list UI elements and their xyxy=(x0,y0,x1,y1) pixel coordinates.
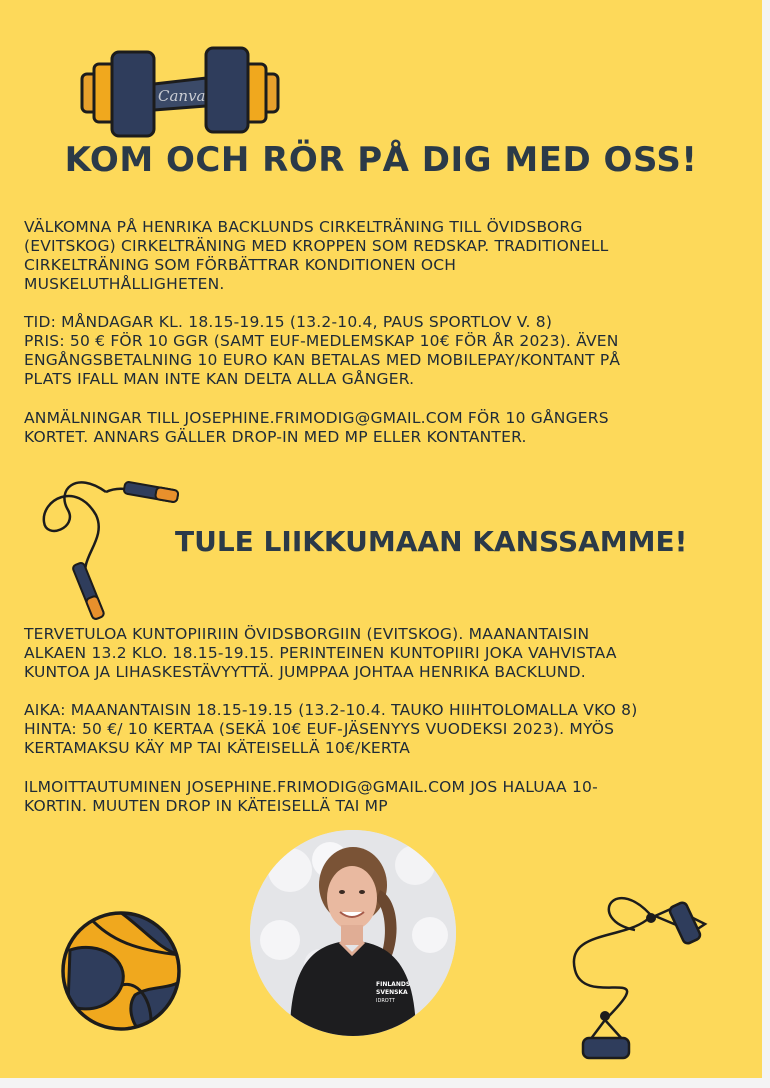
swedish-details xyxy=(24,313,764,389)
text-line: ILMOITTAUTUMINEN JOSEPHINE.FRIMODIG@GMAIL.COM JOS HALUAA 10- xyxy=(24,778,598,796)
resistance-band-icon xyxy=(545,880,720,1070)
finnish-signup xyxy=(24,778,764,816)
text-line: TERVETULOA KUNTOPIIRIIN ÖVIDSBORGIIN (EVITSKOG). MAANANTAISIN xyxy=(24,625,590,643)
instructor-photo xyxy=(250,830,456,1036)
logo-watermark: Canva xyxy=(158,87,206,105)
text-line: TID: MÅNDAGAR KL. 18.15-19.15 (13.2-10.4, PAUS SPORTLOV V. 8) xyxy=(24,313,553,331)
text-line: KORTET. ANNARS GÄLLER DROP-IN MED MP ELLER KONTANTER. xyxy=(24,428,527,446)
text-line: AIKA: MAANANTAISIN 18.15-19.15 (13.2-10.4. TAUKO HIIHTOLOMALLA VKO 8) xyxy=(24,701,638,719)
text-line: KORTIN. MUUTEN DROP IN KÄTEISELLÄ TAI MP xyxy=(24,797,388,815)
finnish-intro xyxy=(24,625,764,682)
jump-rope-icon xyxy=(36,470,181,620)
instructor-portrait xyxy=(250,830,456,1036)
text-line: MUSKELUTHÅLLIGHETEN. xyxy=(24,275,225,293)
text-line: KERTAMAKSU KÄY MP TAI KÄTEISELLÄ 10€/KERTA xyxy=(24,739,411,757)
text-line: ENGÅNGSBETALNING 10 EURO KAN BETALAS MED MOBILEPAY/KONTANT PÅ xyxy=(24,351,621,369)
text-line: HINTA: 50 €/ 10 KERTAA (SEKÄ 10€ EUF-JÄSENYYS VUODEKSI 2023). MYÖS xyxy=(24,720,615,738)
swedish-intro xyxy=(24,218,764,294)
text-line: CIRKELTRÄNING SOM FÖRBÄTTRAR KONDITIONEN OCH xyxy=(24,256,457,274)
dumbbell-icon xyxy=(80,44,280,144)
text-line: ANMÄLNINGAR TILL JOSEPHINE.FRIMODIG@GMAIL.COM FÖR 10 GÅNGERS xyxy=(24,409,609,427)
text-line: (EVITSKOG) CIRKELTRÄNING MED KROPPEN SOM REDSKAP. TRADITIONELL xyxy=(24,237,609,255)
volleyball-icon xyxy=(60,910,182,1032)
text-line: VÄLKOMNA PÅ HENRIKA BACKLUNDS CIRKELTRÄNING TILL ÖVIDSBORG xyxy=(24,218,583,236)
finnish-title: TULE LIIKKUMAAN KANSSAMME! xyxy=(175,525,688,558)
text-line: PRIS: 50 € FÖR 10 GGR (SAMT EUF-MEDLEMSKAP 10€ FÖR ÅR 2023). ÄVEN xyxy=(24,332,619,350)
text-line: KUNTOA JA LIHASKESTÄVYYTTÄ. JUMPPAA JOHTAA HENRIKA BACKLUND. xyxy=(24,663,586,681)
shirt-print: SVENSKA xyxy=(376,989,408,996)
text-line: PLATS IFALL MAN INTE KAN DELTA ALLA GÅNGER. xyxy=(24,370,415,388)
swedish-signup xyxy=(24,409,764,447)
finnish-details xyxy=(24,701,764,758)
shirt-print: FINLANDS xyxy=(376,981,411,988)
text-line: ALKAEN 13.2 KLO. 18.15-19.15. PERINTEINEN KUNTOPIIRI JOKA VAHVISTAA xyxy=(24,644,617,662)
swedish-title: KOM OCH RÖR PÅ DIG MED OSS! xyxy=(64,140,698,180)
shirt-print: IDROTT xyxy=(376,998,395,1004)
